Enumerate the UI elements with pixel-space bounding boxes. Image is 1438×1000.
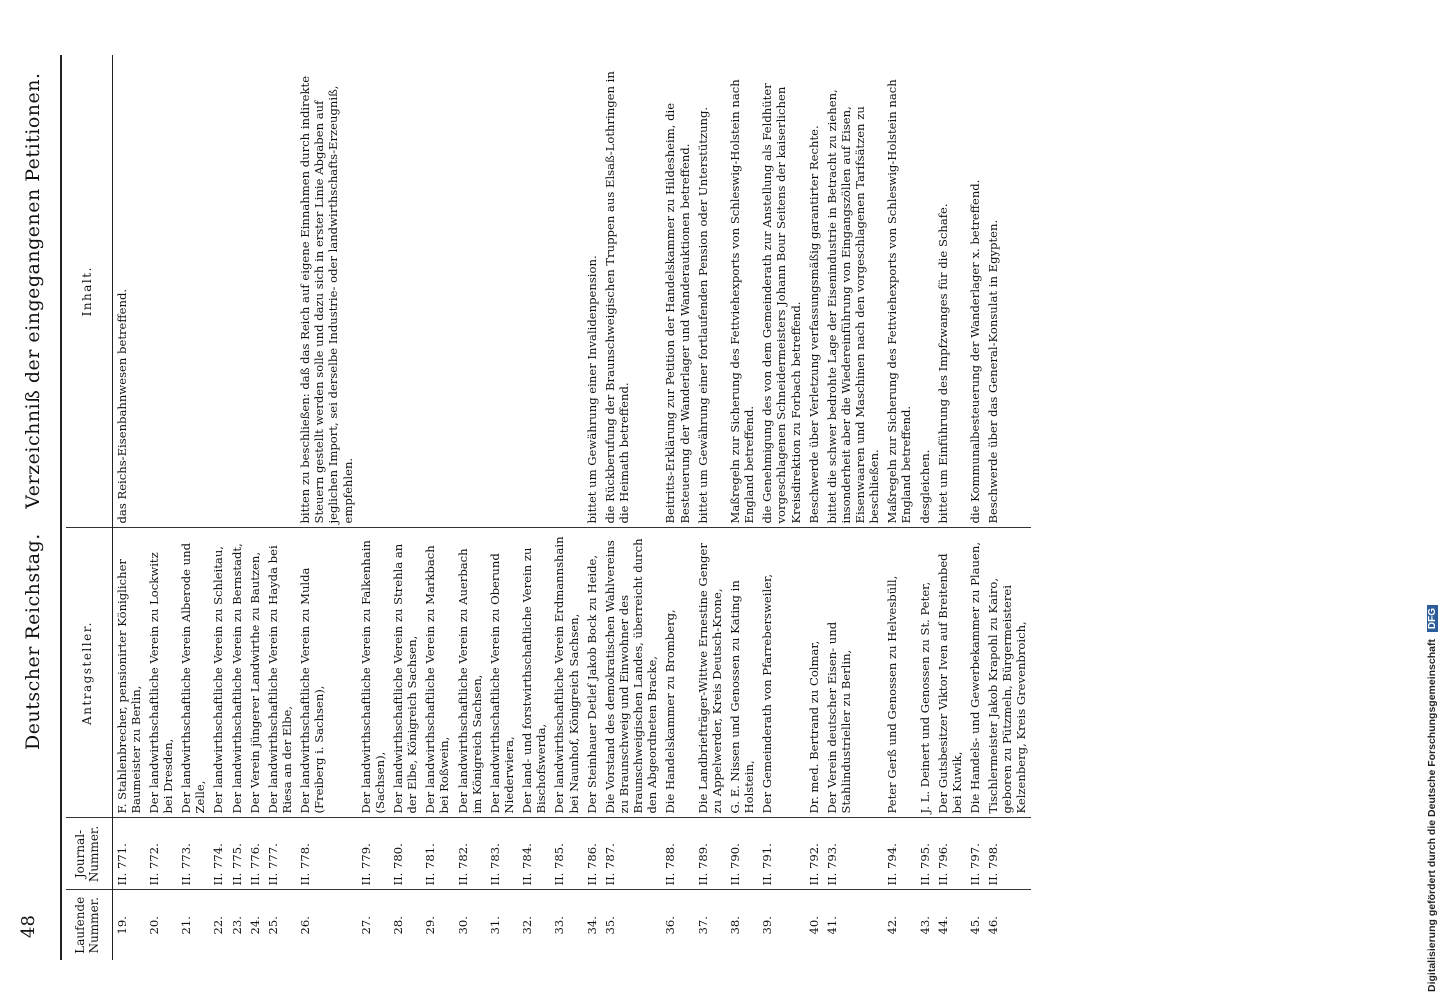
petitioner: Der Steinhauer Detlef Jakob Bock zu Heide, xyxy=(583,528,601,818)
petitioner: Der Verein jüngerer Landwirthe zu Bautzen, xyxy=(246,528,264,818)
table-row xyxy=(934,55,966,960)
row-number: 27. xyxy=(358,916,373,935)
content xyxy=(228,55,246,528)
petitioner: Der Verein deutscher Eisen- und Stahlindustrieller zu Berlin, xyxy=(823,528,884,818)
content xyxy=(454,55,486,528)
content xyxy=(246,55,264,528)
journal-number: II. 776. xyxy=(246,818,264,890)
row-number: 29. xyxy=(423,916,438,935)
content: Maßregeln zur Sicherung des Fettviehexports von Schleswig-Holstein nach England betreffend. xyxy=(726,55,758,528)
petitioner: Der landwirthschaftliche Verein zu Auerbach im Königreich Sachsen, xyxy=(454,528,486,818)
petitioner: Der landwirthschaftliche Verein Alberode und Zelle, xyxy=(177,528,209,818)
content: Beschwerde über Verletzung verfassungsmäßig garantirter Rechte. xyxy=(805,55,823,528)
content xyxy=(550,55,582,528)
journal-number: II. 779. xyxy=(357,818,389,890)
table-row xyxy=(228,55,246,960)
table-row xyxy=(145,55,177,960)
petitioner: Der landwirthschaftliche Verein zu Strehla an der Elbe, Königreich Sachsen, xyxy=(389,528,421,818)
petitioner: Der Gemeinderath von Pfarrebersweiler, xyxy=(758,528,804,818)
table-row xyxy=(601,55,662,960)
petitioner: Die Landbriefträger-Wittwe Ernestine Genger zu Appelwerder, Kreis Deutsch-Krone, xyxy=(694,528,726,818)
petitioner: Die Handels- und Gewerbekammer zu Plauen, xyxy=(966,528,984,818)
content xyxy=(486,55,518,528)
content: die Genehmigung des von dem Gemeinderath zur Anstellung als Feldhüter vorgeschlagenen Schneidermeisters Johann Bour Seitens der kaiserlichen Kreisdirektion zu Forbach betreffend. xyxy=(758,55,804,528)
table-row xyxy=(694,55,726,960)
petitioner: Der landwirthschaftliche Verein zu Lockwitz bei Dresden, xyxy=(145,528,177,818)
header-inhalt: Inhalt. xyxy=(66,55,112,528)
journal-number: II. 772. xyxy=(145,818,177,890)
table-row xyxy=(246,55,264,960)
content: bittet um Einführung des Impfzwanges für die Schafe. xyxy=(934,55,966,528)
journal-number: II. 791. xyxy=(758,818,804,890)
table-body xyxy=(112,55,1031,960)
petitioner: Die Vorstand des demokratischen Wahlvereins zu Braunschweig und Einwohner des Braunschweigischen Landes, überreicht durch den Abgeordneten Bracke, xyxy=(601,528,662,818)
petitioner: Der landwirthschaftliche Verein zu Bernstadt, xyxy=(228,528,246,818)
table-row xyxy=(177,55,209,960)
header-laufende-nummer: Laufende Nummer. xyxy=(66,890,112,960)
content xyxy=(145,55,177,528)
journal-number: II. 771. xyxy=(112,818,145,890)
petitioner: Peter Gerß und Genossen zu Helvesbüll, xyxy=(883,528,915,818)
journal-number: II. 792. xyxy=(805,818,823,890)
journal-number: II. 794. xyxy=(883,818,915,890)
journal-number: II. 787. xyxy=(601,818,662,890)
table-row xyxy=(758,55,804,960)
content xyxy=(357,55,389,528)
header-journal-nummer: Journal-Nummer. xyxy=(66,818,112,890)
journal-number: II. 777. xyxy=(264,818,296,890)
content: die Rückberufung der Braunschweigischen Truppen aus Elsaß-Lothringen in die Heimath betreffend. xyxy=(601,55,662,528)
row-number: 43. xyxy=(917,916,932,935)
table-row xyxy=(264,55,296,960)
row-number: 21. xyxy=(179,916,194,935)
row-number: 36. xyxy=(663,916,678,935)
table-row xyxy=(966,55,984,960)
table-row xyxy=(883,55,915,960)
running-title xyxy=(22,54,44,750)
table-row xyxy=(486,55,518,960)
row-number: 25. xyxy=(265,916,280,935)
journal-number: II. 795. xyxy=(916,818,934,890)
petitioner: Der landwirthschaftliche Verein zu Hayda bei Riesa an der Elbe, xyxy=(264,528,296,818)
row-number: 32. xyxy=(520,916,535,935)
row-number: 42. xyxy=(885,916,900,935)
content: bittet um Gewährung einer fortlaufenden Pension oder Unterstützung. xyxy=(694,55,726,528)
row-number: 45. xyxy=(968,916,983,935)
journal-number: II. 790. xyxy=(726,818,758,890)
journal-number: II. 782. xyxy=(454,818,486,890)
journal-number: II. 796. xyxy=(934,818,966,890)
content: Beschwerde über das General-Konsulat in Egypten. xyxy=(984,55,1030,528)
petitioner: Der landwirthschaftliche Verein zu Falkenhain (Sachsen), xyxy=(357,528,389,818)
content: Beitritts-Erklärung zur Petition der Handelskammer zu Hildesheim, die Besteuerung der Wanderlager und Wanderauktionen betreffend. xyxy=(661,55,693,528)
journal-number: II. 773. xyxy=(177,818,209,890)
table-row xyxy=(454,55,486,960)
row-number: 33. xyxy=(552,916,567,935)
journal-number: II. 783. xyxy=(486,818,518,890)
running-title-right: Verzeichniß der eingegangenen Petitionen. xyxy=(22,72,44,509)
petitioner: J. L. Deinert und Genossen zu St. Peter, xyxy=(916,528,934,818)
content: Maßregeln zur Sicherung des Fettviehexports von Schleswig-Holstein nach England betreffend. xyxy=(883,55,915,528)
petitioner: Die Handelskammer zu Bromberg, xyxy=(661,528,693,818)
row-number: 34. xyxy=(584,916,599,935)
row-number: 20. xyxy=(146,916,161,935)
content xyxy=(264,55,296,528)
content xyxy=(518,55,550,528)
content xyxy=(421,55,453,528)
row-number: 23. xyxy=(229,916,244,935)
header-antragsteller: Antragsteller. xyxy=(66,528,112,818)
row-number: 35. xyxy=(602,916,617,935)
page-number: 48 xyxy=(18,915,39,938)
table-row xyxy=(823,55,884,960)
table-row xyxy=(296,55,357,960)
journal-number: II. 797. xyxy=(966,818,984,890)
journal-number: II. 778. xyxy=(296,818,357,890)
petitioner: Der land- und forstwirthschaftliche Verein zu Bischofswerda, xyxy=(518,528,550,818)
petitioner: Der Gutsbesitzer Viktor Iven auf Breitenbed bei Kuwik, xyxy=(934,528,966,818)
row-number: 30. xyxy=(455,916,470,935)
row-number: 38. xyxy=(727,916,742,935)
row-number: 31. xyxy=(487,916,502,935)
content: bitten zu beschließen: daß das Reich auf eigene Einnahmen durch indirekte Steuern gestellt werden solle und dazu sich in erster Linie Abgaben auf jeglichen Import, sei derselbe Industrie- oder landwirthschafts-Erzeugniß, empfehlen. xyxy=(296,55,357,528)
table-row xyxy=(421,55,453,960)
petitioner: Tischlermeister Jakob Krapohl zu Kairo, geboren zu Pützmeln, Bürgermeisterei Kelzenberg, Kreis Grevenbroich, xyxy=(984,528,1030,818)
table-row xyxy=(805,55,823,960)
journal-number: II. 789. xyxy=(694,818,726,890)
table-row xyxy=(984,55,1030,960)
row-number: 39. xyxy=(760,916,775,935)
table-row xyxy=(661,55,693,960)
petitioner: F. Stahlenbrecher, pensionirter Königlicher Baumeister zu Berlin, xyxy=(112,528,145,818)
petitioner: Der landwirthschaftliche Verein Erdmannshain bei Naunhof, Königreich Sachsen, xyxy=(550,528,582,818)
table-row xyxy=(357,55,389,960)
journal-number: II. 786. xyxy=(583,818,601,890)
digitization-credit xyxy=(1408,8,1438,992)
journal-number: II. 798. xyxy=(984,818,1030,890)
running-title-left: Deutscher Reichstag. xyxy=(22,533,44,750)
petitioner: G. E. Nissen und Genossen zu Kating in Holstein, xyxy=(726,528,758,818)
row-number: 28. xyxy=(390,916,405,935)
content: desgleichen. xyxy=(916,55,934,528)
petitioner: Der landwirthschaftliche Verein zu Oberund Niederwiera, xyxy=(486,528,518,818)
table-row xyxy=(726,55,758,960)
content: das Reichs-Eisenbahnwesen betreffend. xyxy=(112,55,145,528)
row-number: 26. xyxy=(298,916,313,935)
dfg-logo: DFG xyxy=(1427,605,1438,632)
petitioner: Der landwirthschaftliche Verein zu Schleitau, xyxy=(209,528,227,818)
petitioner: Der landwirthschaftliche Verein zu Markbach bei Roßwein, xyxy=(421,528,453,818)
journal-number: II. 775. xyxy=(228,818,246,890)
table-row xyxy=(550,55,582,960)
row-number: 22. xyxy=(211,916,226,935)
journal-number: II. 784. xyxy=(518,818,550,890)
petitioner: Dr. med. Bertrand zu Colmar, xyxy=(805,528,823,818)
header-rule xyxy=(60,55,62,960)
journal-number: II. 785. xyxy=(550,818,582,890)
content: bittet um Gewährung einer Invalidenpension. xyxy=(583,55,601,528)
journal-number: II. 793. xyxy=(823,818,884,890)
table-row xyxy=(209,55,227,960)
table-row xyxy=(583,55,601,960)
table-row xyxy=(916,55,934,960)
table-row xyxy=(518,55,550,960)
table-row xyxy=(112,55,145,960)
row-number: 19. xyxy=(114,916,129,935)
row-number: 24. xyxy=(247,916,262,935)
content: bittet die schwer bedrohte Lage der Eisenindustrie in Betracht zu ziehen, insonderheit aber die Wiedereinführung von Eingangszöllen auf Eisen, Eisenwaaren und Maschinen nach den vorgeschlagenen Tarifsätzen zu beschließen. xyxy=(823,55,884,528)
row-number: 40. xyxy=(806,916,821,935)
content xyxy=(209,55,227,528)
credit-text: Digitalisierung gefördert durch die Deutsche Forschungsgemeinschaft xyxy=(1426,639,1438,992)
table-row xyxy=(389,55,421,960)
content xyxy=(177,55,209,528)
row-number: 44. xyxy=(935,916,950,935)
row-number: 41. xyxy=(824,916,839,935)
content xyxy=(389,55,421,528)
journal-number: II. 781. xyxy=(421,818,453,890)
content: die Kommunalbesteuerung der Wanderlager x. betreffend. xyxy=(966,55,984,528)
journal-number: II. 774. xyxy=(209,818,227,890)
petitions-table xyxy=(66,55,1031,960)
row-number: 46. xyxy=(986,916,1001,935)
petitioner: Der landwirthschaftliche Verein zu Mulda (Freiberg i. Sachsen), xyxy=(296,528,357,818)
row-number: 37. xyxy=(695,916,710,935)
journal-number: II. 788. xyxy=(661,818,693,890)
table-header-row xyxy=(66,55,112,960)
journal-number: II. 780. xyxy=(389,818,421,890)
